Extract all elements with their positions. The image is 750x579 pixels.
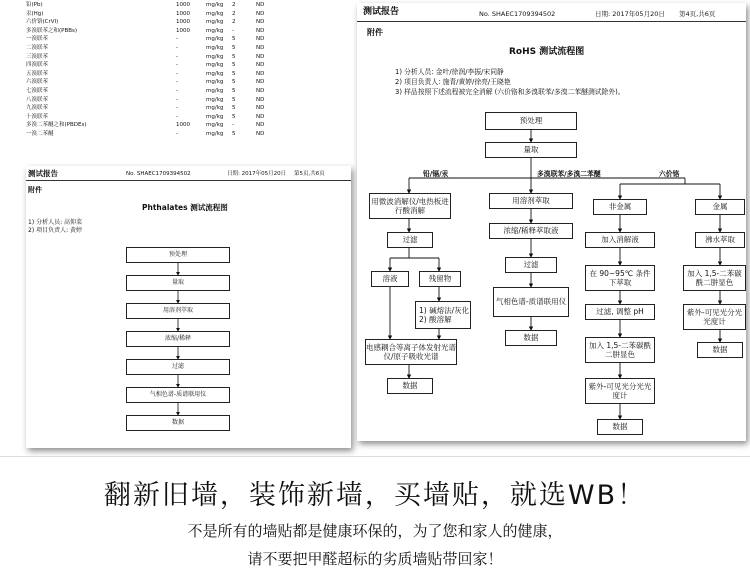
table-cell: ND — [256, 105, 265, 112]
table-cell: mg/kg — [206, 96, 224, 103]
flow-step-gcms: 气相色谱-质谱联用仪 — [126, 387, 230, 403]
report-page: 第4页,共6页 — [679, 10, 716, 18]
table-cell: - — [176, 87, 178, 94]
table-cell: 八溴联苯 — [26, 96, 49, 103]
table-cell: mg/kg — [206, 113, 224, 120]
table-cell: - — [232, 27, 234, 34]
chart-title: Phthalates 测试流程图 — [142, 203, 228, 212]
table-cell: 四溴联苯 — [26, 62, 49, 69]
rohs-flow-arrows — [357, 3, 746, 441]
flow-step-nonmetal: 非金属 — [593, 199, 647, 215]
branch-label-pb-cd-hg: 铅/镉/汞 — [423, 170, 449, 178]
table-cell: mg/kg — [206, 70, 224, 77]
flow-step-add-dpc: 加入 1,5-二苯碳酰二肼显色 — [585, 337, 655, 363]
limits-table-fragment — [0, 0, 340, 160]
table-row — [26, 130, 276, 139]
table-cell: 5 — [232, 79, 236, 86]
report-header-title: 测试报告 — [363, 7, 400, 17]
branch-label-pbb-pbde: 多溴联苯/多溴二苯醚 — [537, 170, 601, 178]
flow-step-measure: 量取 — [126, 275, 230, 291]
table-cell: 5 — [232, 62, 236, 69]
table-cell: - — [176, 70, 178, 77]
table-cell: - — [176, 44, 178, 51]
table-row — [26, 27, 276, 36]
flow-step-concentrate: 浓缩/稀释 — [126, 331, 230, 347]
flow-step-measure: 量取 — [485, 142, 577, 158]
table-cell: - — [176, 62, 178, 69]
flow-step-pretreatment: 预处理 — [126, 247, 230, 263]
table-cell: mg/kg — [206, 10, 224, 17]
table-cell: - — [176, 53, 178, 60]
table-cell: mg/kg — [206, 36, 224, 43]
banner-divider — [0, 456, 750, 457]
table-cell: mg/kg — [206, 79, 224, 86]
table-cell: 5 — [232, 36, 236, 43]
report-number: No. SHAEC1709394502 — [126, 171, 191, 177]
table-cell: mg/kg — [206, 44, 224, 51]
flow-step-data: 数据 — [597, 419, 643, 435]
table-row — [26, 10, 276, 19]
project-lead-info: 2) 项目负责人: 施青/黄婷/徐亮/王晓艳 — [395, 78, 511, 86]
flow-step-extract-90-95: 在 90~95℃ 条件下萃取 — [585, 265, 655, 291]
flow-step-metal: 金属 — [695, 199, 745, 215]
chart-title: RoHS 测试流程图 — [509, 47, 585, 57]
table-cell: 1000 — [176, 19, 190, 26]
report-number: No. SHAEC1709394502 — [479, 10, 556, 18]
table-cell: 六溴联苯 — [26, 79, 49, 86]
table-row — [26, 1, 276, 10]
table-cell: - — [176, 130, 178, 137]
table-cell: 5 — [232, 70, 236, 77]
project-lead-info: 2) 项目负责人: 黄婷 — [28, 227, 82, 234]
table-cell: ND — [256, 19, 265, 26]
table-cell: 5 — [232, 113, 236, 120]
banner-line-1: 不是所有的墙贴都是健康环保的，为了您和家人的健康， — [187, 522, 563, 540]
table-cell: 5 — [232, 130, 236, 137]
flow-step-filter-ph: 过滤, 调整 pH — [585, 304, 655, 320]
table-cell: mg/kg — [206, 87, 224, 94]
table-cell: mg/kg — [206, 130, 224, 137]
table-cell: ND — [256, 130, 265, 137]
table-row — [26, 104, 276, 113]
flow-step-icp: 电感耦合等离子体发射光谱仪/原子吸收光谱 — [365, 339, 457, 365]
flow-step-data: 数据 — [126, 415, 230, 431]
table-row — [26, 96, 276, 105]
annex-label: 附件 — [28, 186, 42, 194]
table-cell: ND — [256, 79, 265, 86]
table-cell: ND — [256, 96, 265, 103]
table-cell: 二溴联苯 — [26, 44, 49, 51]
table-cell: ND — [256, 44, 265, 51]
table-cell: 一溴二苯醚 — [26, 130, 54, 137]
flow-step-filter: 过滤 — [387, 232, 433, 248]
table-cell: 5 — [232, 96, 236, 103]
table-cell: mg/kg — [206, 19, 224, 26]
limits-table — [26, 1, 276, 139]
table-cell: ND — [256, 70, 265, 77]
flow-step-data: 数据 — [505, 330, 557, 346]
table-cell: 1000 — [176, 10, 190, 17]
table-cell: ND — [256, 113, 265, 120]
annex-label: 附件 — [367, 28, 383, 37]
table-cell: - — [176, 113, 178, 120]
table-row — [26, 78, 276, 87]
table-cell: ND — [256, 87, 265, 94]
table-cell: 1000 — [176, 2, 190, 8]
table-cell: - — [176, 96, 178, 103]
table-cell: 三溴联苯 — [26, 53, 49, 60]
table-cell: 5 — [232, 105, 236, 112]
digestion-note: 3) 样品按照下述流程被完全消解 (六价铬和多溴联苯/多溴二苯醚测试除外)。 — [395, 88, 625, 96]
flow-step-add-dpc: 加入 1,5-二苯碳酰二肼显色 — [683, 265, 746, 291]
branch-label-cr6: 六价铬 — [659, 170, 680, 178]
report-page: 第5页,共6页 — [294, 171, 325, 177]
table-cell: ND — [256, 10, 265, 17]
table-cell: 十溴联苯 — [26, 113, 49, 120]
table-cell: ND — [256, 2, 265, 8]
flow-step-alkali-fusion: 1) 碱熔法/灰化 2) 酸溶解 — [415, 301, 471, 329]
table-cell: mg/kg — [206, 62, 224, 69]
rohs-report — [357, 3, 746, 441]
flow-step-pretreatment: 预处理 — [485, 112, 577, 130]
flow-step-filter: 过滤 — [505, 257, 557, 273]
analyst-info: 1) 分析人员: 金叶/徐润/李振/宋同静 — [395, 68, 504, 76]
table-cell: 5 — [232, 44, 236, 51]
table-cell: 2 — [232, 10, 236, 17]
table-cell: ND — [256, 27, 265, 34]
phthalates-report — [26, 166, 351, 448]
report-date: 日期: 2017年05月20日 — [227, 171, 287, 177]
banner-headline: 翻新旧墙，装饰新墙，买墙贴，就选WB！ — [103, 480, 647, 511]
table-row — [26, 87, 276, 96]
flow-step-solution: 溶液 — [371, 271, 409, 287]
table-row — [26, 53, 276, 62]
table-cell: 七溴联苯 — [26, 87, 49, 94]
table-cell: 汞(Hg) — [26, 10, 44, 17]
table-cell: ND — [256, 53, 265, 60]
table-cell: mg/kg — [206, 2, 224, 8]
table-cell: 5 — [232, 53, 236, 60]
table-cell: mg/kg — [206, 27, 224, 34]
table-cell: 2 — [232, 19, 236, 26]
table-cell: 九溴联苯 — [26, 105, 49, 112]
report-date: 日期: 2017年05月20日 — [595, 10, 665, 18]
flow-step-uv-vis: 紫外-可见光分光光度计 — [585, 378, 655, 404]
flow-step-acid-digestion: 用微波消解仪/电热板进行酸消解 — [369, 193, 451, 219]
table-cell: 2 — [232, 2, 236, 8]
banner-line-2: 请不要把甲醛超标的劣质墙贴带回家！ — [247, 550, 503, 568]
table-cell: 一溴联苯 — [26, 36, 49, 43]
table-row — [26, 35, 276, 44]
table-cell: 多溴联苯之和(PBBs) — [26, 27, 78, 34]
analyst-info: 1) 分析人员: 高仰菜 — [28, 219, 82, 226]
table-cell: 五溴联苯 — [26, 70, 49, 77]
flow-step-solvent-extract: 用溶剂萃取 — [489, 193, 573, 209]
flow-step-concentrate-dilute: 浓缩/稀释萃取液 — [489, 223, 573, 239]
table-cell: ND — [256, 62, 265, 69]
flow-step-uv-vis: 紫外-可见光分光光度计 — [683, 304, 746, 330]
flow-step-add-digest: 加入消解液 — [585, 232, 655, 248]
flow-step-filter: 过滤 — [126, 359, 230, 375]
flow-step-boiling-water: 沸水萃取 — [695, 232, 745, 248]
table-cell: - — [176, 79, 178, 86]
table-cell: ND — [256, 36, 265, 43]
flow-step-gcms: 气相色谱-质谱联用仪 — [493, 287, 569, 317]
table-row — [26, 44, 276, 53]
table-cell: - — [232, 122, 234, 129]
table-row — [26, 18, 276, 27]
table-cell: 5 — [232, 87, 236, 94]
flow-step-residue: 残留物 — [419, 271, 461, 287]
table-cell: - — [176, 105, 178, 112]
table-cell: mg/kg — [206, 105, 224, 112]
table-row — [26, 121, 276, 130]
table-cell: mg/kg — [206, 53, 224, 60]
table-cell: 六价铬(CrVI) — [26, 19, 59, 26]
table-cell: 多溴二苯醚之和(PBDEs) — [26, 122, 87, 129]
table-row — [26, 70, 276, 79]
report-header-title: 测试报告 — [28, 169, 58, 178]
table-cell: - — [176, 36, 178, 43]
table-cell: 1000 — [176, 122, 190, 129]
table-cell: 1000 — [176, 27, 190, 34]
flow-step-data: 数据 — [387, 378, 433, 394]
table-cell: ND — [256, 122, 265, 129]
table-row — [26, 61, 276, 70]
flow-step-extract: 用溶剂萃取 — [126, 303, 230, 319]
flow-step-data: 数据 — [697, 342, 743, 358]
table-cell: 铅(Pb) — [26, 2, 43, 8]
table-cell: mg/kg — [206, 122, 224, 129]
table-row — [26, 113, 276, 122]
